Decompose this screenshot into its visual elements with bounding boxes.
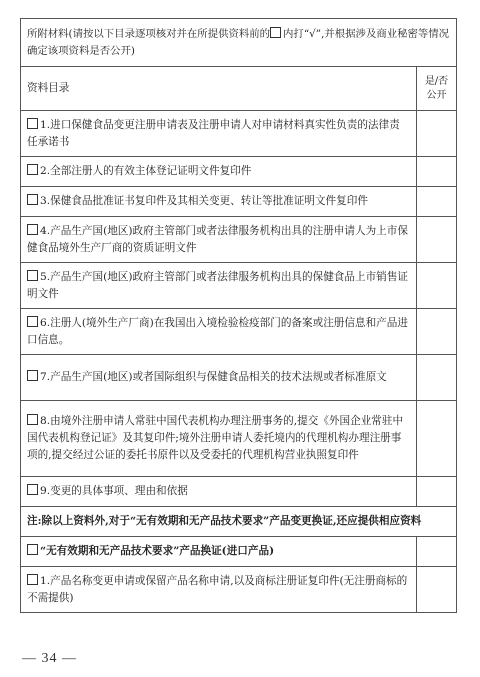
material-row xyxy=(21,309,457,355)
materials-table xyxy=(20,18,457,613)
intro-row xyxy=(21,19,457,67)
section-row xyxy=(21,537,457,567)
checkbox-icon[interactable] xyxy=(27,270,38,281)
public-choice-cell[interactable] xyxy=(417,401,457,477)
material-row xyxy=(21,157,457,187)
item-text: 4.产品生产国(地区)政府主管部门或者法律服务机构出具的注册申请人为上市保健食品境外生产厂商的资质证明文件 xyxy=(27,224,408,254)
item-text: 3.保健食品批准证书复印件及其相关变更、转让等批准证明文件复印件 xyxy=(40,195,368,207)
section-cell xyxy=(21,537,417,567)
public-choice-cell[interactable] xyxy=(417,111,457,157)
checkbox-icon[interactable] xyxy=(27,370,38,381)
public-choice-cell[interactable] xyxy=(417,217,457,263)
material-row xyxy=(21,217,457,263)
column-header-catalog: 资料目录 xyxy=(21,67,417,111)
public-choice-cell[interactable] xyxy=(417,567,457,613)
item-text: 8.由境外注册申请人常驻中国代表机构办理注册事务的,提交《外国企业常驻中国代表机构登记证》及其复印件;境外注册申请人委托境内的代理机构办理注册事项的,提交经过公证的委托书原件以及受委托的代理机构营业执照复印件 xyxy=(27,415,404,461)
checkbox-icon[interactable] xyxy=(27,544,38,555)
material-row-text-cell xyxy=(21,309,417,355)
material-row xyxy=(21,263,457,309)
column-header-public: 是/否公开 xyxy=(417,67,457,111)
public-choice-cell[interactable] xyxy=(417,187,457,217)
item-text: 1.进口保健食品变更注册申请表及注册申请人对申请材料真实性负责的法律责任承诺书 xyxy=(27,118,400,148)
material-row-text-cell xyxy=(21,355,417,401)
material-row xyxy=(21,401,457,477)
item-text: 6.注册人(境外生产厂商)在我国出入境检验检疫部门的备案或注册信息和产品进口信息。 xyxy=(27,316,408,346)
public-choice-cell[interactable] xyxy=(417,309,457,355)
item-text: 7.产品生产国(地区)或者国际组织与保健食品相关的技术法规或者标准原文 xyxy=(40,371,387,383)
column-header-row xyxy=(21,67,457,111)
material-row-text-cell xyxy=(21,157,417,187)
item-text: 9.变更的具体事项、理由和依据 xyxy=(40,485,188,497)
checkbox-icon xyxy=(270,27,281,38)
item-text: 2.全部注册人的有效主体登记证明文件复印件 xyxy=(40,165,252,177)
material-row xyxy=(21,111,457,157)
material-row-text-cell xyxy=(21,187,417,217)
section-material-row-text-cell xyxy=(21,567,417,613)
material-row xyxy=(21,355,457,401)
checkbox-icon[interactable] xyxy=(27,224,38,235)
public-choice-cell[interactable] xyxy=(417,537,457,567)
material-row-text-cell xyxy=(21,263,417,309)
checkbox-icon[interactable] xyxy=(27,484,38,495)
material-row xyxy=(21,477,457,507)
checkbox-icon[interactable] xyxy=(27,118,38,129)
item-text: 1.产品名称变更申请或保留产品名称申请,以及商标注册证复印件(无注册商标的不需提供) xyxy=(27,574,408,604)
checkbox-icon[interactable] xyxy=(27,414,38,425)
intro-text-after: 内打“√”,并根据涉及商业秘密等情况确定该项资料是否公开) xyxy=(27,27,450,57)
page-number: — 34 — xyxy=(22,651,77,666)
intro-text-before: 所附材料(请按以下目录逐项核对并在所提供资料前的 xyxy=(27,27,271,40)
checkbox-icon[interactable] xyxy=(27,194,38,205)
public-choice-cell[interactable] xyxy=(417,477,457,507)
section-material-row xyxy=(21,567,457,613)
material-row-text-cell xyxy=(21,217,417,263)
material-row-text-cell xyxy=(21,477,417,507)
checkbox-icon[interactable] xyxy=(27,316,38,327)
material-row xyxy=(21,187,457,217)
public-choice-cell[interactable] xyxy=(417,263,457,309)
material-row-text-cell xyxy=(21,111,417,157)
intro-cell xyxy=(21,19,457,67)
public-choice-cell[interactable] xyxy=(417,355,457,401)
public-choice-cell[interactable] xyxy=(417,157,457,187)
section-title: “无有效期和无产品技术要求”产品换证(进口产品) xyxy=(40,545,275,557)
note-text: 注:除以上资料外,对于“无有效期和无产品技术要求”产品变更换证,还应提供相应资料 xyxy=(21,507,457,537)
item-text: 5.产品生产国(地区)政府主管部门或者法律服务机构出具的保健食品上市销售证明文件 xyxy=(27,270,408,300)
checkbox-icon[interactable] xyxy=(27,164,38,175)
material-row-text-cell xyxy=(21,401,417,477)
note-row xyxy=(21,507,457,537)
checkbox-icon[interactable] xyxy=(27,574,38,585)
